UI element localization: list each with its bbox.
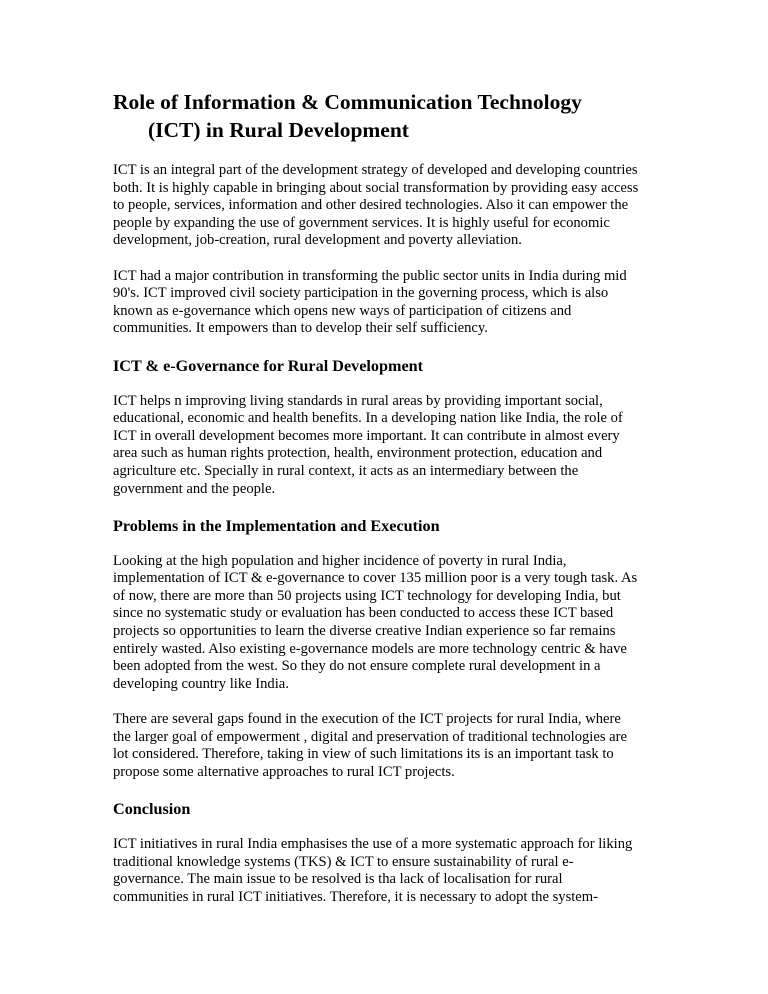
text-line: projects so opportunities to learn the diverse creative Indian experience so far remains <box>113 623 616 640</box>
text-line: There are several gaps found in the execution of the ICT projects for rural India, where <box>113 711 621 728</box>
text-line: agriculture etc. Specially in rural context, it acts as an intermediary between the <box>113 462 579 479</box>
conclusion-paragraph <box>113 836 661 906</box>
text-line: communities in rural ICT initiatives. Therefore, it is necessary to adopt the system- <box>113 888 598 905</box>
text-line: people by expanding the use of government services. It is highly useful for economic <box>113 214 610 231</box>
section-heading-egov: ICT & e-Governance for Rural Development <box>113 356 424 375</box>
text-line: entirely wasted. Also existing e-governance models are more technology centric & have <box>113 640 627 657</box>
text-line: ICT initiatives in rural India emphasises the use of a more systematic approach for liking <box>113 836 633 852</box>
text-line: governance. The main issue to be resolved is tha lack of localisation for rural <box>113 871 563 888</box>
text-line: of now, there are more than 50 projects using ICT technology for developing India, but <box>113 587 621 604</box>
text-line: been adopted from the west. So they do not ensure complete rural development in a <box>113 658 601 675</box>
text-line: government and the people. <box>113 480 276 497</box>
text-line: Looking at the high population and higher incidence of poverty in rural India, <box>113 552 567 569</box>
text-line: ICT had a major contribution in transforming the public sector units in India during mid <box>113 267 627 284</box>
document-title <box>113 88 661 144</box>
text-line: since no systematic study or evaluation has been conducted to access these ICT based <box>113 605 614 622</box>
egov-paragraph <box>113 393 661 499</box>
text-line: developing country like India. <box>113 675 289 692</box>
text-line: educational, economic and health benefits. In a developing nation like India, the role of <box>113 410 623 427</box>
text-line: area such as human rights protection, health, environment protection, education and <box>113 445 603 462</box>
text-line: both. It is highly capable in bringing about social transformation by providing easy access <box>113 179 639 196</box>
text-line: the larger goal of empowerment , digital and preservation of traditional technologies are <box>113 728 627 745</box>
text-line: traditional knowledge systems (TKS) & ICT to ensure sustainability of rural e- <box>113 853 574 870</box>
text-line: to people, services, information and other desired technologies. Also it can empower the <box>113 197 629 214</box>
title-line-2: (ICT) in Rural Development <box>148 118 409 142</box>
text-line: propose some alternative approaches to rural ICT projects. <box>113 763 455 780</box>
text-line: implementation of ICT & e-governance to cover 135 million poor is a very tough task. As <box>113 570 638 587</box>
title-line-1: Role of Information & Communication Technology <box>113 90 582 114</box>
text-line: development, job-creation, rural development and poverty alleviation. <box>113 232 522 249</box>
problems-paragraph-1 <box>113 553 661 694</box>
text-line: 90's. ICT improved civil society participation in the governing process, which is also <box>113 285 609 302</box>
text-line: lot considered. Therefore, taking in view of such limitations its is an important task to <box>113 746 614 763</box>
text-line: ICT helps n improving living standards in rural areas by providing important social, <box>113 392 603 409</box>
intro-paragraph-1 <box>113 162 661 250</box>
section-heading-conclusion: Conclusion <box>113 800 191 818</box>
text-line: ICT in overall development becomes more important. It can contribute in almost every <box>113 427 620 444</box>
section-heading-problems: Problems in the Implementation and Execution <box>113 516 440 535</box>
document-page <box>113 88 661 924</box>
intro-paragraph-2 <box>113 268 661 338</box>
text-line: known as e-governance which opens new ways of participation of citizens and <box>113 302 572 319</box>
text-line: ICT is an integral part of the development strategy of developed and developing countries <box>113 162 638 178</box>
text-line: communities. It empowers than to develop their self sufficiency. <box>113 320 488 337</box>
problems-paragraph-2 <box>113 711 661 781</box>
